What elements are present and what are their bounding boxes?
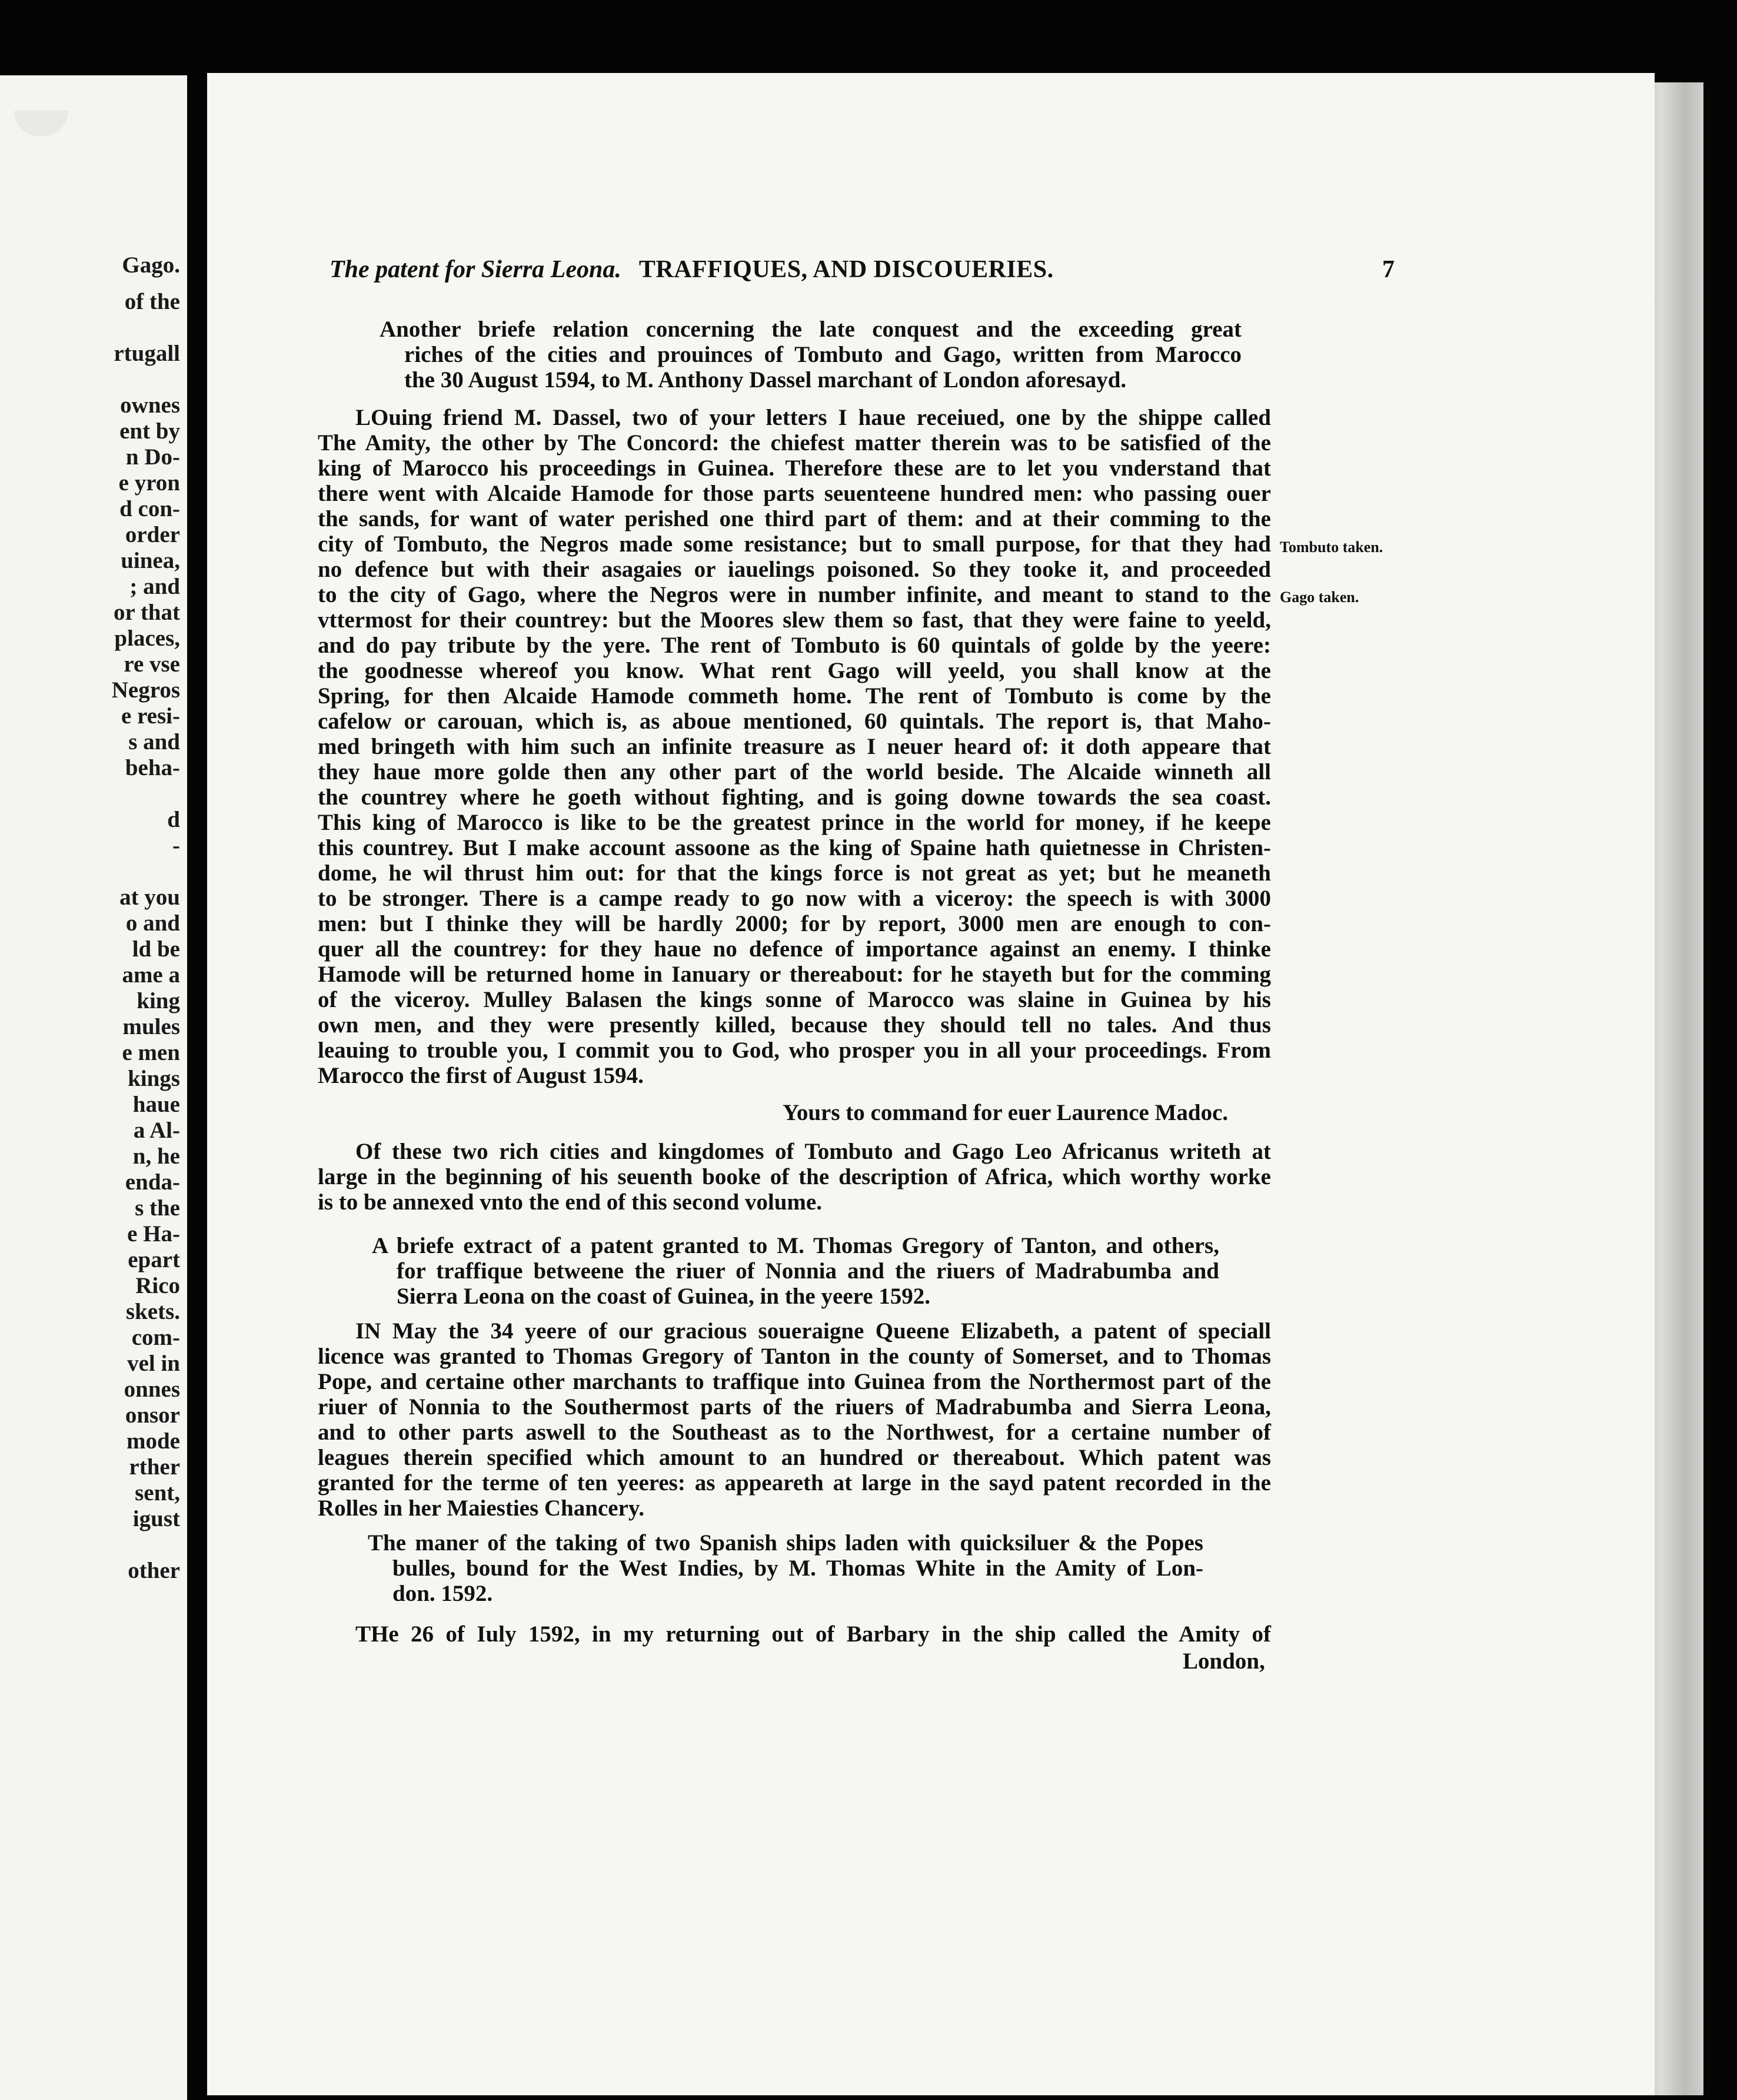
body-line: to be stronger. There is a campe ready to go now with a viceroy: the speech is with 3000 [318, 886, 1271, 911]
previous-page-text: or that [113, 600, 180, 625]
previous-page-text: ownes [120, 393, 180, 418]
previous-page-text: d [167, 807, 180, 832]
body-line: This king of Marocco is like to be the greatest prince in the world for money, if he keepe [318, 810, 1271, 835]
body-line: there went with Alcaide Hamode for those parts seuenteene hundred men: who passing ouer [318, 481, 1271, 506]
body-line: to the city of Gago, where the Negros were in number infinite, and meant to stand to the [318, 582, 1271, 607]
previous-page-text: o and [125, 911, 180, 936]
signature: Yours to command for euer Laurence Madoc. [783, 1100, 1229, 1125]
previous-page-text: beha- [125, 755, 180, 780]
body-line: LOuing friend M. Dassel, two of your letters I haue receiued, one by the shippe called [355, 405, 1271, 430]
body-line: granted for the terme of ten yeeres: as appeareth at large in the sayd patent recorded in the [318, 1470, 1271, 1496]
previous-page-text: rther [129, 1454, 180, 1480]
body-line: riuer of Nonnia to the Southermost parts of the riuers of Madrabumba and Sierra Leona, [318, 1394, 1271, 1420]
previous-page-text: a Al- [133, 1118, 180, 1143]
section1-body [318, 405, 1271, 1088]
body-line: is to be annexed vnto the end of this second volume. [318, 1189, 822, 1215]
previous-page-text: ame a [122, 962, 180, 988]
body-line: this countrey. But I make account assoone as the king of Spaine hath quietnesse in Christen- [318, 835, 1271, 860]
previous-page-text: com- [131, 1325, 180, 1350]
body-line: the sands, for want of water perished one third part of them: and at their comming to the [318, 506, 1271, 531]
previous-page-text: places, [114, 626, 180, 651]
section2-body [318, 1318, 1271, 1521]
body-line: Of these two rich cities and kingdomes of Tombuto and Gago Leo Africanus writeth at [355, 1139, 1271, 1164]
previous-page-text: order [125, 522, 180, 547]
previous-page-text: at you [119, 885, 180, 910]
body-line: and do pay tribute by the yere. The rent of Tombuto is 60 quintals of golde by the yeere: [318, 633, 1271, 658]
body-line: leagues therein specified which amount to an hundred or thereabout. Which patent was [318, 1445, 1271, 1470]
heading-line: for traffique betweene the riuer of Nonnia and the riuers of Madrabumba and [397, 1258, 1219, 1284]
catchword: London, [1183, 1649, 1265, 1674]
previous-page-text: ent by [119, 418, 180, 444]
body-line: leauing to trouble you, I commit you to God, who prosper you in all your proceedings. From [318, 1038, 1271, 1063]
previous-page-text: epart [128, 1247, 180, 1272]
heading-line: A briefe extract of a patent granted to M. Thomas Gregory of Tanton, and others, [372, 1233, 1219, 1258]
previous-page-text: rtugall [114, 341, 180, 366]
previous-page-text: king [137, 988, 180, 1014]
previous-page-text: n, he [132, 1144, 180, 1169]
binding-mark [14, 111, 68, 137]
running-head-left: The patent for Sierra Leona. [330, 256, 621, 283]
running-head-title: TRAFFIQUES, AND DISCOUERIES. [638, 256, 1054, 283]
heading-line: the 30 August 1594, to M. Anthony Dassel marchant of London aforesayd. [404, 367, 1127, 393]
section1-heading [380, 317, 1242, 393]
body-line: dome, he wil thrust him out: for that the kings force is not great as yet; but he meaneth [318, 860, 1271, 886]
body-line: med bringeth with him such an infinite treasure as I neuer heard of: it doth appeare that [318, 734, 1271, 759]
body-line: and to other parts aswell to the Southeast as to the Northwest, for a certaine number of [318, 1420, 1271, 1445]
body-line: Pope, and certaine other marchants to traffique into Guinea from the Northermost part of the [318, 1369, 1271, 1394]
body-line: quer all the countrey: for they haue no defence of importance against an enemy. I thinke [318, 936, 1271, 962]
previous-page-text: onsor [125, 1403, 180, 1428]
previous-page-text: d con- [119, 496, 180, 521]
body-line: they haue more golde then any other part of the world beside. The Alcaide winneth all [318, 759, 1271, 785]
heading-line: Another briefe relation concerning the late conquest and the exceeding great [380, 317, 1242, 342]
margin-note-tombuto: Tombuto taken. [1280, 539, 1383, 556]
section3-heading [368, 1530, 1203, 1606]
previous-page-text: s the [135, 1195, 180, 1221]
previous-page-text: sent, [135, 1480, 180, 1506]
previous-page-text: vel in [127, 1351, 180, 1376]
previous-page-text: kings [128, 1066, 180, 1091]
previous-page-fragment [0, 75, 187, 2100]
previous-page-text: skets. [125, 1299, 180, 1324]
previous-page-text: onnes [124, 1377, 180, 1402]
section2-heading [372, 1233, 1219, 1309]
previous-page-text: n Do- [125, 444, 180, 470]
body-line: IN May the 34 yeere of our gracious soueraigne Queene Elizabeth, a patent of speciall [355, 1318, 1271, 1344]
previous-page-text: e yron [118, 470, 180, 496]
previous-page-text: mode [127, 1428, 180, 1454]
body-line: the countrey where he goeth without fighting, and is going downe towards the sea coast. [318, 785, 1271, 810]
leo-paragraph [318, 1139, 1271, 1215]
previous-page-text: Gago. [122, 252, 180, 278]
heading-line: riches of the cities and prouinces of Tombuto and Gago, written from Marocco [404, 342, 1242, 367]
body-line: Marocco the first of August 1594. [318, 1063, 644, 1088]
body-line: large in the beginning of his seuenth booke of the description of Africa, which worthy worke [318, 1164, 1271, 1189]
body-line: no defence but with their asagaies or iauelings poisoned. So they tooke it, and proceeded [318, 557, 1271, 582]
heading-line: bulles, bound for the West Indies, by M. Thomas White in the Amity of Lon- [392, 1556, 1203, 1581]
previous-page-text: ; and [129, 574, 180, 599]
previous-page-text: e Ha- [127, 1221, 180, 1247]
body-line: The Amity, the other by The Concord: the chiefest matter therein was to be satisfied of the [318, 430, 1271, 456]
page-number: 7 [1382, 256, 1395, 283]
previous-page-text: s and [128, 729, 180, 755]
previous-page-text: e men [122, 1040, 180, 1065]
previous-page-text: re vse [124, 652, 180, 677]
body-line: Spring, for then Alcaide Hamode commeth home. The rent of Tombuto is come by the [318, 683, 1271, 709]
body-line: king of Marocco his proceedings in Guinea. Therefore these are to let you vnderstand that [318, 456, 1271, 481]
previous-page-text: - [172, 833, 180, 858]
previous-page-text: uinea, [121, 548, 180, 573]
body-line: Hamode will be returned home in Ianuary or thereabout: for he stayeth but for the comming [318, 962, 1271, 987]
previous-page-text: igust [132, 1506, 180, 1531]
body-line: of the viceroy. Mulley Balasen the kings sonne of Marocco was slaine in Guinea by his [318, 987, 1271, 1012]
previous-page-text: enda- [125, 1169, 180, 1195]
body-line: Rolles in her Maiesties Chancery. [318, 1496, 644, 1521]
body-line: vttermost for their countrey: but the Moores slew them so fast, that they were faine to yeeld, [318, 607, 1271, 633]
previous-page-text: Rico [135, 1273, 180, 1298]
previous-page-text: Negros [111, 677, 180, 703]
previous-page-text: mules [122, 1014, 180, 1039]
margin-note-gago: Gago taken. [1280, 589, 1359, 606]
previous-page-text: other [128, 1558, 180, 1583]
heading-line: Sierra Leona on the coast of Guinea, in the yeere 1592. [397, 1284, 931, 1309]
previous-page-text: e resi- [121, 703, 180, 729]
heading-line: don. 1592. [392, 1581, 493, 1606]
body-line: the goodnesse whereof you know. What rent Gago will yeeld, you shall know at the [318, 658, 1271, 683]
body-line: cafelow or carouan, which is, as aboue mentioned, 60 quintals. The report is, that Maho- [318, 709, 1271, 734]
body-line: men: but I thinke they will be hardly 2000; for by report, 3000 men are enough to con- [318, 911, 1271, 936]
previous-page-text: ld be [132, 936, 180, 962]
body-line: city of Tombuto, the Negros made some resistance; but to small purpose, for that they had [318, 531, 1271, 557]
previous-page-text: haue [132, 1092, 180, 1117]
body-line: THe 26 of Iuly 1592, in my returning out of Barbary in the ship called the Amity of [355, 1621, 1271, 1647]
body-line: licence was granted to Thomas Gregory of Tanton in the county of Somerset, and to Thomas [318, 1344, 1271, 1369]
previous-page-text: of the [124, 289, 180, 314]
section3-body [318, 1621, 1271, 1647]
running-head [330, 255, 1395, 291]
heading-line: The maner of the taking of two Spanish ships laden with quicksiluer & the Popes [368, 1530, 1203, 1556]
body-line: own men, and they were presently killed, because they should tell no tales. And thus [318, 1012, 1271, 1038]
